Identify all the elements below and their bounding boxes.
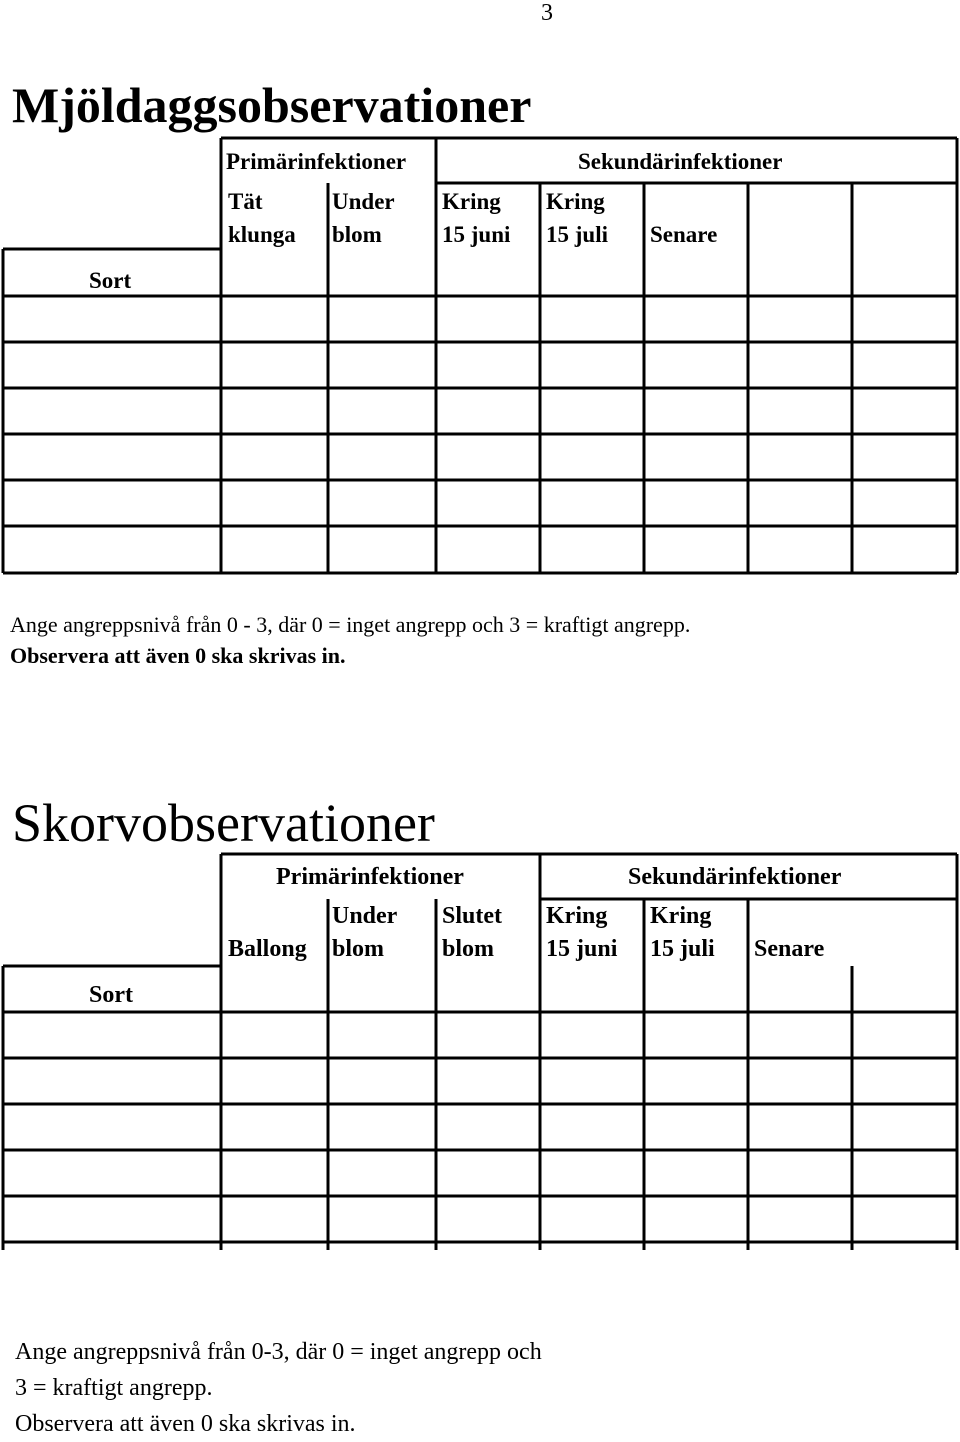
mjoldagg-note-line2: Observera att även 0 ska skrivas in. [10,643,346,668]
skorv-header-primary: Primärinfektioner [276,864,464,890]
mjoldagg-header-secondary: Sekundärinfektioner [578,149,783,174]
skorv-col-sort: Sort [89,982,133,1008]
skorv-col-under-line1: Under [332,903,398,929]
mjoldagg-col-tat-line2: klunga [228,222,296,247]
skorv-header-secondary: Sekundärinfektioner [628,864,842,890]
skorv-note-line3: Observera att även 0 ska skrivas in. [15,1411,356,1437]
mjoldagg-col-under-line1: Under [332,189,395,214]
skorv-col-under-line2: blom [332,936,385,962]
mjoldagg-col-juni-line1: Kring [442,189,501,214]
mjoldagg-col-juni-line2: 15 juni [442,222,511,247]
page-number: 3 [541,0,553,26]
skorv-col-juni-line2: 15 juni [546,936,618,962]
mjoldagg-note-line1: Ange angreppsnivå från 0 - 3, där 0 = inget angrepp och 3 = kraftigt angrepp. [10,612,691,637]
skorv-col-senare: Senare [754,936,825,962]
mjoldagg-col-under-line2: blom [332,222,382,247]
skorv-col-slutet-line2: blom [442,936,495,962]
mjoldagg-col-tat-line1: Tät [228,189,263,214]
mjoldagg-col-juli-line2: 15 juli [546,222,608,247]
skorv-col-slutet-line1: Slutet [442,903,502,929]
mjoldagg-col-senare: Senare [650,222,718,247]
mjoldagg-col-juli-line1: Kring [546,189,605,214]
skorv-col-juli-line1: Kring [650,903,712,929]
section-title-mjoldagg: Mjöldaggsobservationer [12,77,532,133]
section-title-skorv: Skorvobservationer [12,793,435,853]
skorv-col-juni-line1: Kring [546,903,608,929]
mjoldagg-col-sort: Sort [89,268,132,293]
skorv-note-line2: 3 = kraftigt angrepp. [15,1375,213,1401]
skorv-note-line1: Ange angreppsnivå från 0-3, där 0 = inget angrepp och [15,1339,542,1365]
mjoldagg-header-primary: Primärinfektioner [226,149,407,174]
skorv-col-ballong: Ballong [228,936,307,962]
skorv-col-juli-line2: 15 juli [650,936,715,962]
